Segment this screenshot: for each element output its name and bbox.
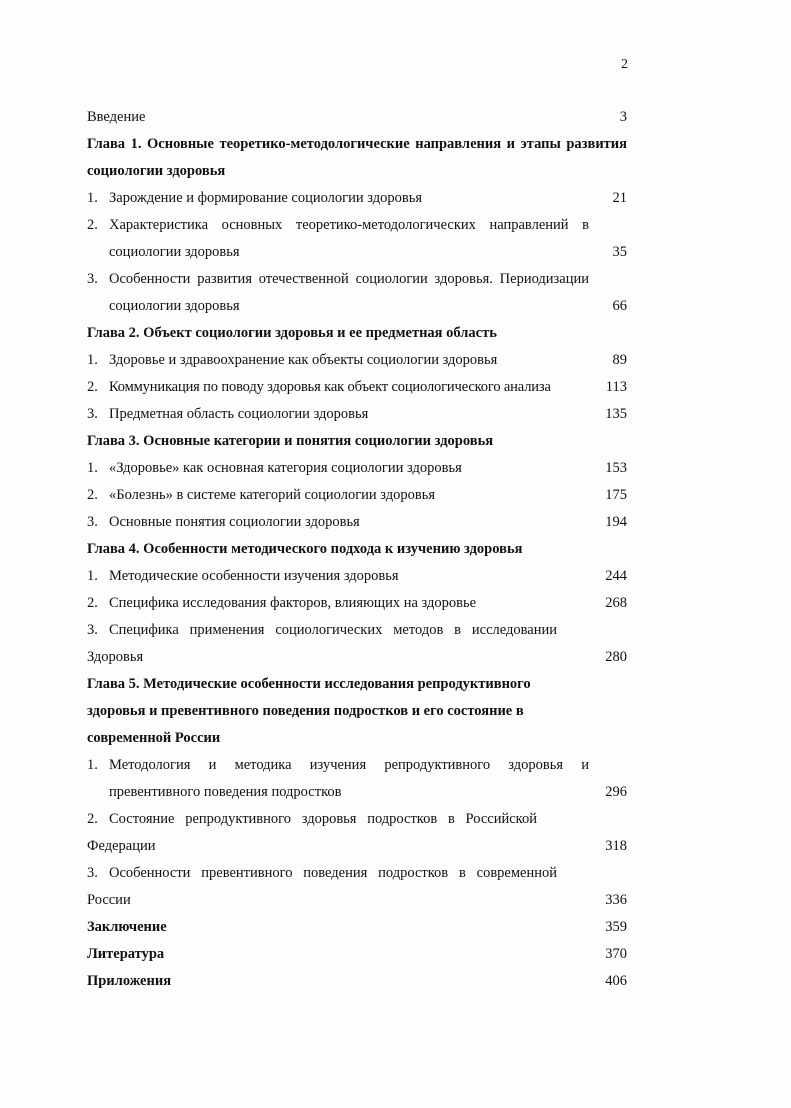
toc-item — [87, 401, 627, 428]
item-text: Основные понятия социологии здоровья — [109, 514, 360, 530]
item-number: 3. — [87, 406, 98, 422]
toc-item — [87, 509, 627, 536]
item-number: 2. — [87, 217, 98, 233]
toc-page-ref: 21 — [612, 190, 627, 206]
table-of-contents — [87, 104, 627, 995]
toc-page-ref: 336 — [605, 892, 627, 908]
page-number: 2 — [621, 57, 628, 72]
toc-entry-appendices — [87, 968, 627, 995]
toc-chapter-5 — [87, 671, 627, 752]
toc-entry-title: Заключение — [87, 919, 167, 935]
toc-item — [87, 212, 627, 266]
toc-chapter-3 — [87, 428, 627, 455]
chapter-title: Глава 1. Основные теоретико-методологические направления и этапы развития социологии здоровья — [87, 136, 627, 179]
item-number: 2. — [87, 811, 98, 827]
toc-chapter-4 — [87, 536, 627, 563]
toc-entry-literature — [87, 941, 627, 968]
item-text: Методические особенности изучения здоровья — [109, 568, 399, 584]
toc-page-ref: 268 — [605, 595, 627, 611]
chapter-title: Глава 2. Объект социологии здоровья и ее предметная область — [87, 325, 497, 341]
toc-page-ref: 175 — [605, 487, 627, 503]
item-text: Специфика исследования факторов, влияющих на здоровье — [109, 595, 477, 611]
item-text: Особенности развития отечественной социологии здоровья. Периодизации социологии здоровья — [109, 271, 589, 314]
item-number: 1. — [87, 352, 98, 368]
toc-entry-intro — [87, 104, 627, 131]
item-number: 3. — [87, 271, 98, 287]
item-number: 2. — [87, 595, 98, 611]
item-text: Специфика применения социологических методов в исследовании Здоровья — [87, 622, 557, 665]
toc-page-ref: 89 — [612, 352, 627, 368]
toc-page-ref: 280 — [605, 649, 627, 665]
item-text: Методология и методика изучения репродуктивного здоровья и превентивного поведения подростков — [109, 757, 589, 800]
item-text: Состояние репродуктивного здоровья подростков в Российской Федерации — [87, 811, 537, 854]
toc-page-ref: 153 — [605, 460, 627, 476]
toc-page-ref: 406 — [605, 973, 627, 989]
item-text: Характеристика основных теоретико-методологических направлений в социологии здоровья — [109, 217, 589, 260]
toc-page-ref: 66 — [612, 298, 627, 314]
item-text: «Здоровье» как основная категория социологии здоровья — [109, 460, 462, 476]
item-text: Предметная область социологии здоровья — [109, 406, 369, 422]
toc-page-ref: 359 — [605, 919, 627, 935]
toc-entry-title: Литература — [87, 946, 165, 962]
toc-item — [87, 617, 627, 671]
chapter-title: Глава 3. Основные категории и понятия социологии здоровья — [87, 433, 494, 449]
toc-item — [87, 374, 627, 401]
toc-item — [87, 266, 627, 320]
item-text: Особенности превентивного поведения подростков в современной России — [87, 865, 557, 908]
toc-item — [87, 590, 627, 617]
toc-entry-title: Введение — [87, 109, 146, 125]
toc-page-ref: 318 — [605, 838, 627, 854]
toc-page-ref: 113 — [605, 379, 627, 395]
toc-item — [87, 455, 627, 482]
chapter-title: Глава 4. Особенности методического подхода к изучению здоровья — [87, 541, 523, 557]
item-text: Здоровье и здравоохранение как объекты социологии здоровья — [109, 352, 498, 368]
toc-page-ref: 370 — [605, 946, 627, 962]
chapter-title: Глава 5. Методические особенности исследования репродуктивного здоровья и превентивного поведения подростков и его состояние в современной России — [87, 676, 531, 746]
toc-page-ref: 135 — [605, 406, 627, 422]
item-number: 3. — [87, 514, 98, 530]
toc-item — [87, 185, 627, 212]
toc-page-ref: 194 — [605, 514, 627, 530]
toc-chapter-2 — [87, 320, 627, 347]
toc-page-ref: 35 — [612, 244, 627, 260]
toc-chapter-1 — [87, 131, 627, 185]
item-number: 1. — [87, 190, 98, 206]
toc-entry-conclusion — [87, 914, 627, 941]
item-number: 3. — [87, 865, 98, 881]
item-number: 2. — [87, 487, 98, 503]
toc-item — [87, 806, 627, 860]
item-number: 1. — [87, 757, 98, 773]
toc-item — [87, 752, 627, 806]
item-text: «Болезнь» в системе категорий социологии здоровья — [109, 487, 436, 503]
toc-page-ref: 296 — [605, 784, 627, 800]
item-text: Зарождение и формирование социологии здоровья — [109, 190, 422, 206]
item-number: 1. — [87, 460, 98, 476]
toc-item — [87, 860, 627, 914]
toc-page-ref: 3 — [619, 109, 627, 125]
item-number: 2. — [87, 379, 98, 395]
item-number: 3. — [87, 622, 98, 638]
toc-item — [87, 347, 627, 374]
toc-entry-title: Приложения — [87, 973, 172, 989]
toc-page-ref: 244 — [605, 568, 627, 584]
toc-item — [87, 563, 627, 590]
item-text: Коммуникация по поводу здоровья как объект социологического анализа — [109, 379, 551, 395]
item-number: 1. — [87, 568, 98, 584]
toc-item — [87, 482, 627, 509]
